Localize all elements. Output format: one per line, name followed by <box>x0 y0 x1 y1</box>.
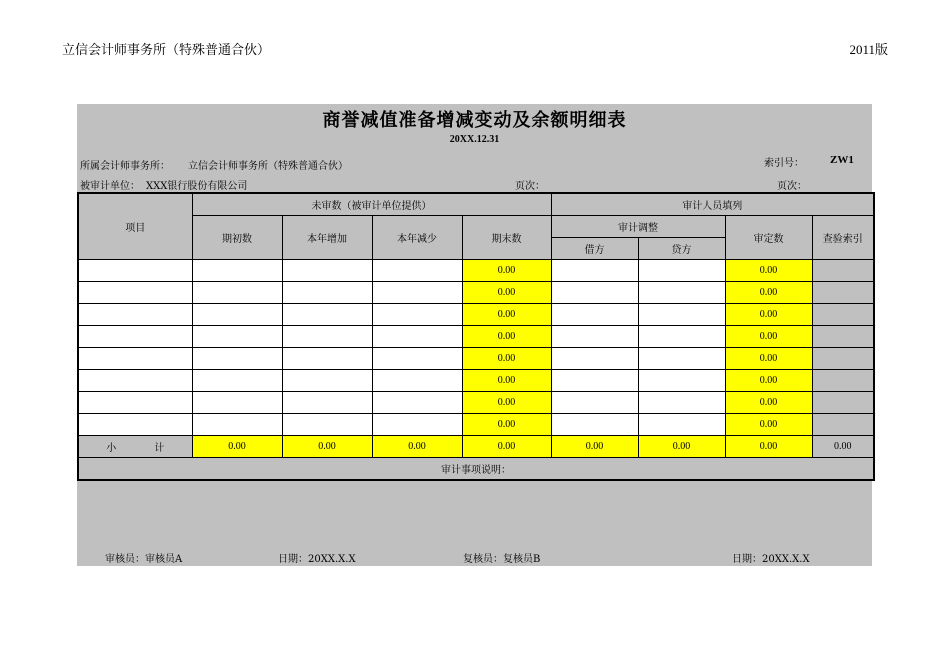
closing-cell[interactable]: 0.00 <box>462 348 551 370</box>
subtotal-row <box>78 436 874 458</box>
sheet-title: 商誉减值准备增减变动及余额明细表 <box>322 110 627 131</box>
subtotal-label: 小 计 <box>78 436 192 458</box>
item-cell[interactable] <box>78 304 192 326</box>
recheck-date: 日期：20XX.X.X <box>732 554 810 565</box>
audited-cell[interactable]: 0.00 <box>725 282 812 304</box>
audited-unit-value: XXX银行股份有限公司 <box>146 181 248 192</box>
item-cell[interactable] <box>78 414 192 436</box>
increase-cell[interactable] <box>282 326 372 348</box>
subtotal-increase: 0.00 <box>282 436 372 458</box>
reviewer-label: 审核员：审核员A <box>105 554 183 565</box>
item-cell[interactable] <box>78 392 192 414</box>
credit-cell[interactable] <box>638 414 725 436</box>
worksheet <box>77 104 872 566</box>
decrease-cell[interactable] <box>372 260 462 282</box>
debit-cell[interactable] <box>551 326 638 348</box>
debit-cell[interactable] <box>551 392 638 414</box>
subtotal-debit: 0.00 <box>551 436 638 458</box>
debit-cell[interactable] <box>551 370 638 392</box>
closing-cell[interactable]: 0.00 <box>462 282 551 304</box>
increase-cell[interactable] <box>282 414 372 436</box>
item-cell[interactable] <box>78 282 192 304</box>
subtotal-ref: 0.00 <box>812 436 874 458</box>
item-cell[interactable] <box>78 348 192 370</box>
increase-cell[interactable] <box>282 370 372 392</box>
decrease-cell[interactable] <box>372 392 462 414</box>
review-date: 日期：20XX.X.X <box>278 554 356 565</box>
col-closing-header: 期末数 <box>462 216 551 260</box>
opening-cell[interactable] <box>192 282 282 304</box>
debit-cell[interactable] <box>551 304 638 326</box>
increase-cell[interactable] <box>282 282 372 304</box>
audited-cell[interactable]: 0.00 <box>725 326 812 348</box>
audit-notes-field[interactable]: 审计事项说明： <box>78 458 874 481</box>
col-audited-header: 审定数 <box>725 216 812 260</box>
col-increase-header: 本年增加 <box>282 216 372 260</box>
col-credit-header: 贷方 <box>638 238 725 260</box>
firm-label: 所属会计师事务所： <box>80 161 170 172</box>
opening-cell[interactable] <box>192 304 282 326</box>
debit-cell[interactable] <box>551 282 638 304</box>
subtotal-opening: 0.00 <box>192 436 282 458</box>
ref-cell[interactable] <box>812 370 874 392</box>
detail-table <box>77 192 875 481</box>
opening-cell[interactable] <box>192 260 282 282</box>
decrease-cell[interactable] <box>372 326 462 348</box>
decrease-cell[interactable] <box>372 304 462 326</box>
opening-cell[interactable] <box>192 370 282 392</box>
audited-cell[interactable]: 0.00 <box>725 392 812 414</box>
table-row <box>78 348 874 370</box>
index-label: 索引号： <box>764 158 804 169</box>
item-cell[interactable] <box>78 326 192 348</box>
credit-cell[interactable] <box>638 348 725 370</box>
subtotal-decrease: 0.00 <box>372 436 462 458</box>
col-debit-header: 借方 <box>551 238 638 260</box>
ref-cell[interactable] <box>812 392 874 414</box>
item-cell[interactable] <box>78 370 192 392</box>
ref-cell[interactable] <box>812 282 874 304</box>
rechecker-label: 复核员：复核员B <box>463 554 541 565</box>
table-row <box>78 326 874 348</box>
credit-cell[interactable] <box>638 392 725 414</box>
closing-cell[interactable]: 0.00 <box>462 304 551 326</box>
closing-cell[interactable]: 0.00 <box>462 260 551 282</box>
credit-cell[interactable] <box>638 326 725 348</box>
notes-row <box>78 458 874 481</box>
table-row <box>78 370 874 392</box>
increase-cell[interactable] <box>282 392 372 414</box>
decrease-cell[interactable] <box>372 370 462 392</box>
subtotal-closing: 0.00 <box>462 436 551 458</box>
increase-cell[interactable] <box>282 260 372 282</box>
credit-cell[interactable] <box>638 260 725 282</box>
decrease-cell[interactable] <box>372 414 462 436</box>
credit-cell[interactable] <box>638 282 725 304</box>
col-ref-header: 查验索引 <box>812 216 874 260</box>
opening-cell[interactable] <box>192 326 282 348</box>
increase-cell[interactable] <box>282 348 372 370</box>
closing-cell[interactable]: 0.00 <box>462 414 551 436</box>
credit-cell[interactable] <box>638 370 725 392</box>
col-item-header: 项目 <box>78 193 192 260</box>
table-row <box>78 304 874 326</box>
audited-cell[interactable]: 0.00 <box>725 304 812 326</box>
version-label: 2011版 <box>849 42 888 57</box>
sheet-date: 20XX.12.31 <box>449 134 500 145</box>
item-cell[interactable] <box>78 260 192 282</box>
page-label-2: 页次： <box>777 181 807 192</box>
credit-cell[interactable] <box>638 304 725 326</box>
index-value: ZW1 <box>830 154 854 166</box>
audited-cell[interactable]: 0.00 <box>725 348 812 370</box>
table-row <box>78 282 874 304</box>
ref-cell[interactable] <box>812 304 874 326</box>
page-label-1: 页次： <box>515 181 545 192</box>
closing-cell[interactable]: 0.00 <box>462 392 551 414</box>
firm-value: 立信会计师事务所（特殊普通合伙） <box>188 161 348 172</box>
col-decrease-header: 本年减少 <box>372 216 462 260</box>
opening-cell[interactable] <box>192 414 282 436</box>
col-opening-header: 期初数 <box>192 216 282 260</box>
decrease-cell[interactable] <box>372 348 462 370</box>
opening-cell[interactable] <box>192 348 282 370</box>
debit-cell[interactable] <box>551 414 638 436</box>
closing-cell[interactable]: 0.00 <box>462 326 551 348</box>
opening-cell[interactable] <box>192 392 282 414</box>
ref-cell[interactable] <box>812 414 874 436</box>
group-adjustment-header: 审计调整 <box>551 216 725 238</box>
increase-cell[interactable] <box>282 304 372 326</box>
closing-cell[interactable]: 0.00 <box>462 370 551 392</box>
ref-cell[interactable] <box>812 348 874 370</box>
debit-cell[interactable] <box>551 348 638 370</box>
debit-cell[interactable] <box>551 260 638 282</box>
audited-cell[interactable]: 0.00 <box>725 370 812 392</box>
table-row <box>78 260 874 282</box>
audited-unit-label: 被审计单位： <box>80 181 140 192</box>
firm-header: 立信会计师事务所（特殊普通合伙） <box>62 43 271 58</box>
subtotal-credit: 0.00 <box>638 436 725 458</box>
table-row <box>78 414 874 436</box>
decrease-cell[interactable] <box>372 282 462 304</box>
ref-cell[interactable] <box>812 260 874 282</box>
subtotal-audited: 0.00 <box>725 436 812 458</box>
ref-cell[interactable] <box>812 326 874 348</box>
audited-cell[interactable]: 0.00 <box>725 414 812 436</box>
audited-cell[interactable]: 0.00 <box>725 260 812 282</box>
table-row <box>78 392 874 414</box>
group-auditor-header: 审计人员填列 <box>551 193 874 216</box>
group-unaudited-header: 未审数（被审计单位提供） <box>192 193 551 216</box>
